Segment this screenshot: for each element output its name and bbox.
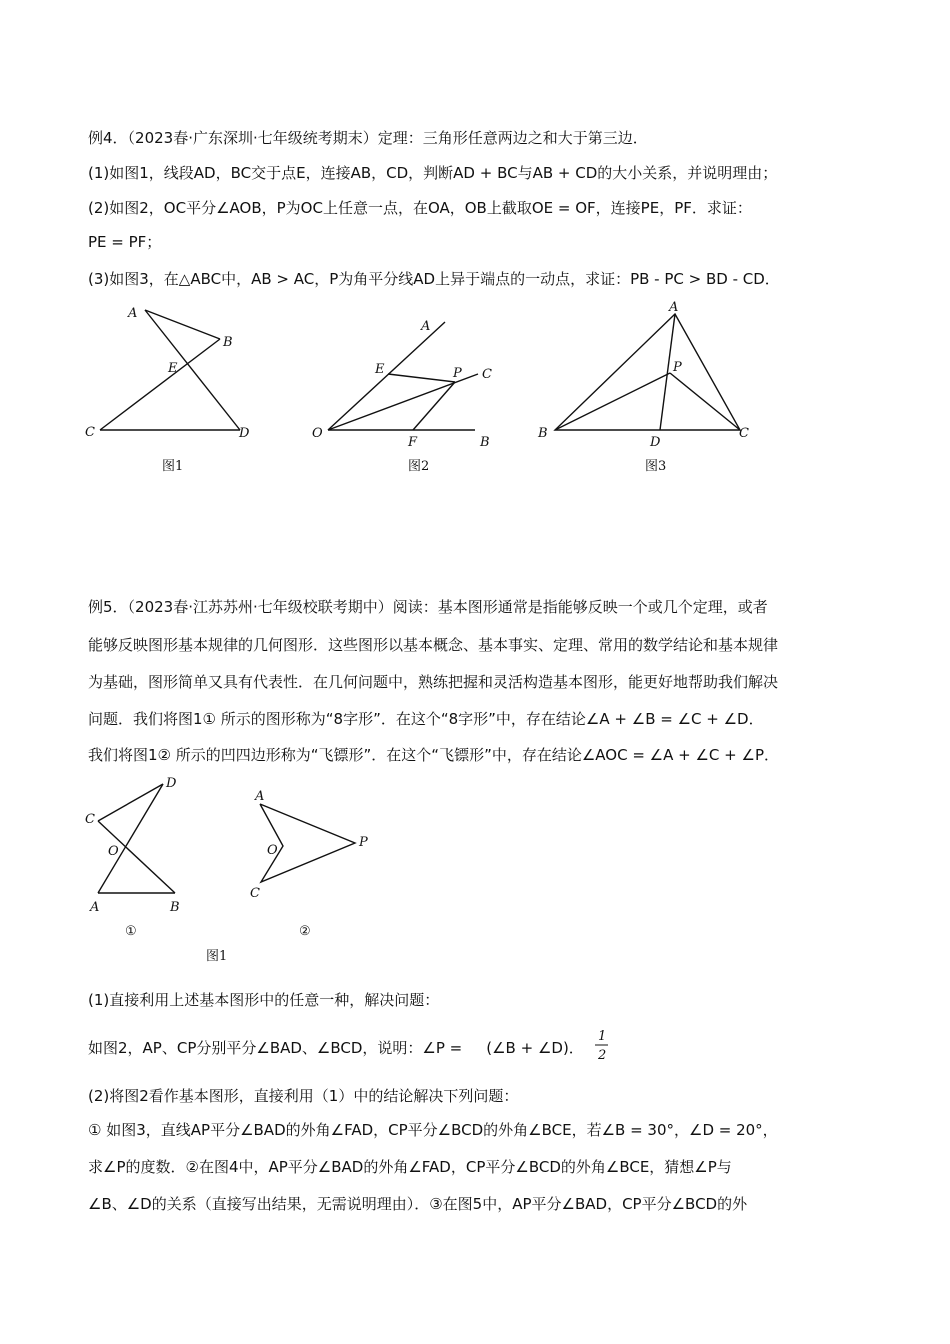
fig1-label-d: D bbox=[239, 426, 250, 441]
example5-part-1-statement bbox=[88, 1038, 584, 1058]
example5-part-1: (1)直接利用上述基本图形中的任意一种，解决问题： bbox=[88, 991, 440, 1009]
example5-line-5: 我们将图1② 所示的凹四边形称为“飞镖形”．在这个“飞镖形”中，存在结论∠AOC = ∠A + ∠C + ∠P． bbox=[88, 746, 780, 764]
fig1-caption: 图1 bbox=[162, 459, 184, 474]
example5-part-2-line-3: ∠B、∠D的关系（直接写出结果，无需说明理由）．③在图5中，AP平分∠BAD，CP平分∠BCD的外 bbox=[88, 1195, 748, 1213]
example5-part-2-line-1: ① 如图3，直线AP平分∠BAD的外角∠FAD，CP平分∠BCD的外角∠BCE，若∠B = 30°，∠D = 20°， bbox=[88, 1121, 778, 1139]
fig3-caption: 图3 bbox=[645, 459, 667, 474]
fig8-label-c: C bbox=[85, 812, 95, 827]
dart-label-c: C bbox=[250, 886, 260, 901]
fraction-numerator: 1 bbox=[598, 1029, 607, 1044]
fig3-label-a: A bbox=[669, 300, 679, 315]
fig2-label-e: E bbox=[375, 362, 385, 377]
example4-q2: (2)如图2，OC平分∠AOB，P为OC上任意一点，在OA，OB上截取OE = OF，连接PE，PF．求证： bbox=[88, 199, 752, 217]
fig3-label-b: B bbox=[538, 426, 548, 441]
statement-prefix: 如图2，AP、CP分别平分∠BAD、∠BCD，说明：∠P = bbox=[88, 1039, 463, 1057]
fraction-denominator: 2 bbox=[598, 1048, 607, 1063]
fig2-label-f: F bbox=[408, 435, 418, 450]
example5-line-4: 问题．我们将图1① 所示的图形称为“8字形”．在这个“8字形”中，存在结论∠A + ∠B = ∠C + ∠D． bbox=[88, 710, 764, 728]
figure-8-shape-lines bbox=[98, 784, 175, 893]
example5-line-3: 为基础，图形简单又具有代表性．在几何问题中，熟练把握和灵活构造基本图形，能更好地帮助我们解决 bbox=[88, 673, 779, 691]
fig1-label-e: E bbox=[168, 361, 178, 376]
example5-figure-caption: 图1 bbox=[206, 949, 228, 964]
example4-q2-cont: PE = PF； bbox=[88, 233, 162, 251]
fig2-label-b: B bbox=[480, 435, 490, 450]
example5-part-2-line-2: 求∠P的度数．②在图4中，AP平分∠BAD的外角∠FAD，CP平分∠BCD的外角∠BCE，猜想∠P与 bbox=[88, 1158, 732, 1176]
fig3-label-d: D bbox=[650, 435, 661, 450]
example5-line-2: 能够反映图形基本规律的几何图形．这些图形以基本概念、基本事实、定理、常用的数学结论和基本规律 bbox=[88, 636, 779, 654]
fig3-label-p: P bbox=[673, 360, 682, 375]
example5-part-2: (2)将图2看作基本图形，直接利用（1）中的结论解决下列问题： bbox=[88, 1087, 519, 1105]
example4-title: 例4．（2023春·广东深圳·七年级统考期末）定理：三角形任意两边之和大于第三边． bbox=[88, 129, 648, 147]
fig2-caption: 图2 bbox=[408, 459, 430, 474]
fig8-label-d: D bbox=[166, 776, 177, 791]
fig1-label-c: C bbox=[85, 425, 95, 440]
fig2-label-p: P bbox=[453, 366, 462, 381]
figure-3-lines bbox=[555, 314, 740, 430]
dart-caption: ② bbox=[299, 924, 311, 939]
example4-q3: (3)如图3，在△ABC中，AB > AC，P为角平分线AD上异于端点的一动点，求证：PB - PC > BD - CD． bbox=[88, 270, 780, 288]
example4-q1: (1)如图1，线段AD，BC交于点E，连接AB，CD，判断AD + BC与AB + CD的大小关系，并说明理由； bbox=[88, 164, 778, 182]
dart-label-a: A bbox=[255, 789, 265, 804]
fig1-label-b: B bbox=[223, 335, 233, 350]
fig8-label-a: A bbox=[90, 900, 100, 915]
fig1-label-a: A bbox=[128, 306, 138, 321]
dart-label-p: P bbox=[359, 835, 368, 850]
dart-label-o: O bbox=[267, 843, 278, 858]
fig2-label-c: C bbox=[482, 367, 492, 382]
statement-suffix: (∠B + ∠D)． bbox=[486, 1039, 584, 1057]
example5-line-1: 例5．（2023春·江苏苏州·七年级校联考期中）阅读：基本图形通常是指能够反映一个或几个定理，或者 bbox=[88, 598, 768, 616]
fig2-label-o: O bbox=[312, 426, 323, 441]
fig2-label-a: A bbox=[421, 319, 431, 334]
fig8-label-o: O bbox=[108, 844, 119, 859]
fig8-label-b: B bbox=[170, 900, 180, 915]
fig8-caption: ① bbox=[125, 924, 137, 939]
fig3-label-c: C bbox=[739, 426, 749, 441]
